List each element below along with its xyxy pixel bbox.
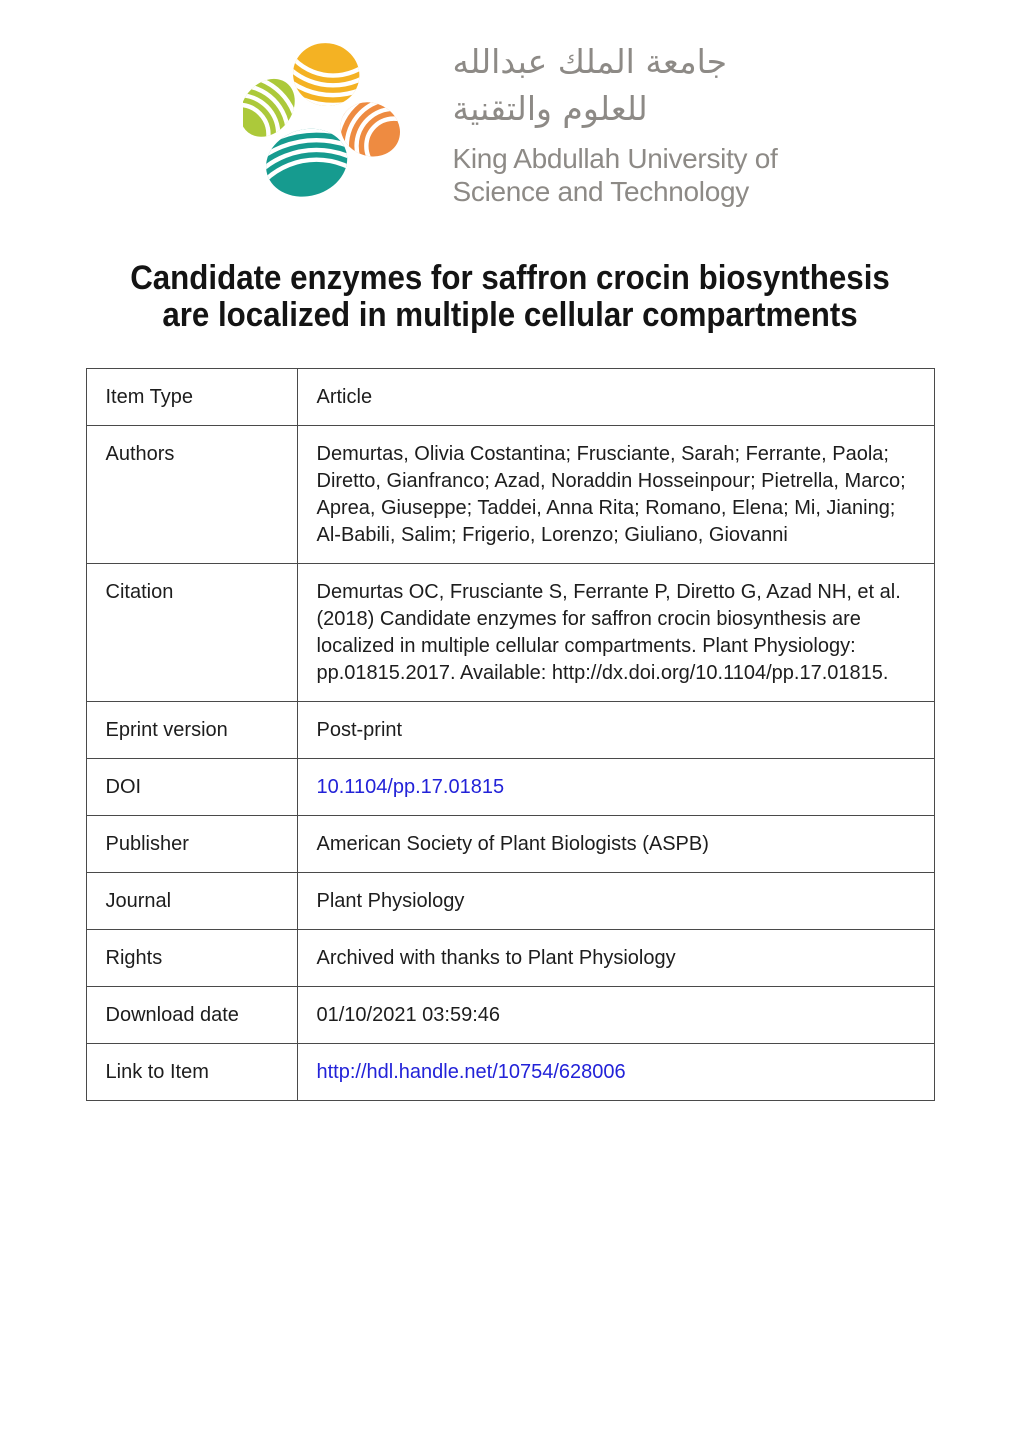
kaust-english-name-line2: Science and Technology xyxy=(452,176,749,207)
metadata-row-value xyxy=(297,1044,934,1101)
metadata-row-value: Demurtas OC, Frusciante S, Ferrante P, Diretto G, Azad NH, et al. (2018) Candidate enzymes for saffron crocin biosynthesis are localized in multiple cellular compartments. Plant Physiology: pp.01815.2017. Available: http://dx.doi.org/10.1104/pp.17.01815. xyxy=(297,564,934,702)
kaust-arabic-name-line2: للعلوم والتقنية xyxy=(452,89,648,128)
metadata-table-row xyxy=(86,369,934,426)
metadata-table-row xyxy=(86,816,934,873)
metadata-row-label: Download date xyxy=(86,987,297,1044)
metadata-table-row xyxy=(86,987,934,1044)
metadata-row-label: Rights xyxy=(86,930,297,987)
article-title-line1: Candidate enzymes for saffron crocin biosynthesis xyxy=(130,259,890,297)
metadata-table-row xyxy=(86,426,934,564)
metadata-table xyxy=(86,368,935,1101)
article-title xyxy=(41,260,979,334)
metadata-row-value: Plant Physiology xyxy=(297,873,934,930)
metadata-row-value: 01/10/2021 03:59:46 xyxy=(297,987,934,1044)
metadata-row-label: Link to Item xyxy=(86,1044,297,1101)
metadata-link[interactable]: 10.1104/pp.17.01815 xyxy=(316,776,505,798)
metadata-table-row xyxy=(86,759,934,816)
metadata-table-row xyxy=(86,873,934,930)
kaust-arabic-name-line1: جامعة الملك عبدالله xyxy=(452,42,728,81)
kaust-english-name-line1: King Abdullah University of xyxy=(452,143,778,174)
metadata-row-value: Post-print xyxy=(297,702,934,759)
metadata-row-label: Authors xyxy=(86,426,297,564)
metadata-row-value: American Society of Plant Biologists (ASPB) xyxy=(297,816,934,873)
metadata-row-value: Archived with thanks to Plant Physiology xyxy=(297,930,934,987)
metadata-row-label: DOI xyxy=(86,759,297,816)
metadata-table-row xyxy=(86,1044,934,1101)
metadata-table-row xyxy=(86,930,934,987)
metadata-row-label: Eprint version xyxy=(86,702,297,759)
kaust-header xyxy=(0,0,1020,210)
metadata-row-label: Journal xyxy=(86,873,297,930)
article-title-line2: are localized in multiple cellular compartments xyxy=(162,296,858,334)
metadata-row-value: Demurtas, Olivia Costantina; Frusciante, Sarah; Ferrante, Paola; Diretto, Gianfranco; Azad, Noraddin Hosseinpour; Pietrella, Marco; Aprea, Giuseppe; Taddei, Anna Rita; Romano, Elena; Mi, Jianing; Al-Babili, Salim; Frigerio, Lorenzo; Giuliano, Giovanni xyxy=(297,426,934,564)
metadata-table-row xyxy=(86,564,934,702)
metadata-table-row xyxy=(86,702,934,759)
kaust-wordmark xyxy=(453,38,778,208)
metadata-link[interactable]: http://hdl.handle.net/10754/628006 xyxy=(316,1061,626,1083)
metadata-row-value: Article xyxy=(297,369,934,426)
metadata-row-value xyxy=(297,759,934,816)
metadata-row-label: Citation xyxy=(86,564,297,702)
kaust-logo-icon xyxy=(243,38,429,210)
logo-blob-orange xyxy=(331,89,428,203)
metadata-row-label: Publisher xyxy=(86,816,297,873)
metadata-row-label: Item Type xyxy=(86,369,297,426)
